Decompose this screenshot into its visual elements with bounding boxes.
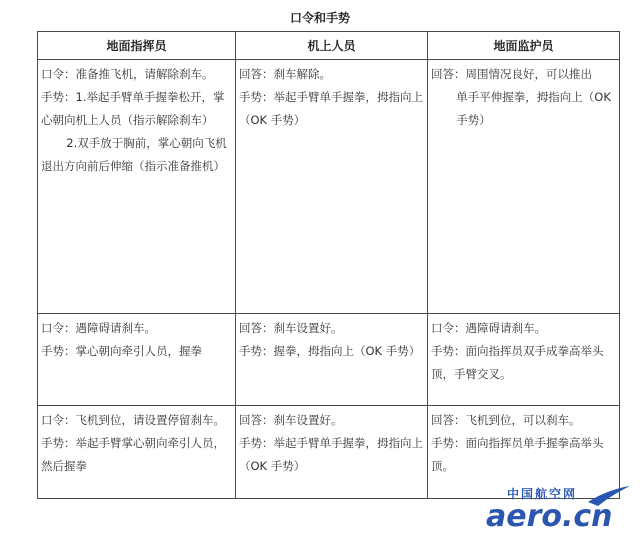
document-title: 口令和手势 [289,11,350,25]
command-text: 口令：遇障碍请刹车。 [431,321,546,335]
header-ground-monitor: 地面监护员 [428,32,620,60]
watermark-en-text: aero.cn [486,499,613,530]
gesture-text: 2.双手放于胸前，掌心朝向飞机退出方向前后伸缩（指示准备推机） [41,136,227,173]
aero-cn-watermark-logo [484,484,634,530]
cell-onboard-crew [236,406,428,499]
cell-ground-director [38,406,236,499]
command-text: 口令：遇障碍请刹车。 [41,321,156,335]
command-gesture-table [37,31,620,499]
header-ground-director: 地面指挥员 [38,32,236,60]
gesture-text: 手势：举起手臂单手握拳，拇指向上（OK 手势） [239,90,423,127]
table-row [38,60,620,314]
cell-ground-monitor [428,314,620,406]
reply-text: 回答：周围情况良好，可以推出 [431,67,592,81]
reply-text: 回答：刹车解除。 [239,67,331,81]
cell-ground-director [38,314,236,406]
cell-ground-director [38,60,236,314]
gesture-text: 手势：握拳，拇指向上（OK 手势） [239,344,421,358]
gesture-text: 手势：1.举起手臂单手握拳松开，掌心朝向机上人员（指示解除刹车） [41,90,225,127]
gesture-text: 手势：举起手臂单手握拳，拇指向上（OK 手势） [239,436,423,473]
cell-ground-monitor [428,60,620,314]
table-header-row [38,32,620,60]
gesture-text: 单手平伸握拳，拇指向上（OK 手势） [456,90,611,127]
gesture-text: 手势：举起手臂掌心朝向牵引人员，然后握拳 [41,436,225,473]
gesture-text: 手势：面向指挥员双手成拳高举头顶，手臂交叉。 [431,344,604,381]
reply-text: 回答：刹车设置好。 [239,413,343,427]
header-onboard-crew: 机上人员 [236,32,428,60]
watermark-cn-text: 中国航空网 [506,487,578,501]
cell-onboard-crew [236,314,428,406]
table-row [38,314,620,406]
gesture-text: 手势：掌心朝向牵引人员，握拳 [41,344,202,358]
command-text: 口令：准备推飞机，请解除刹车。 [41,67,214,81]
cell-onboard-crew [236,60,428,314]
reply-text: 回答：飞机到位，可以刹车。 [431,413,581,427]
reply-text: 回答：刹车设置好。 [239,321,343,335]
gesture-text: 手势：面向指挥员单手握拳高举头顶。 [431,436,604,473]
command-text: 口令：飞机到位，请设置停留刹车。 [41,413,225,427]
